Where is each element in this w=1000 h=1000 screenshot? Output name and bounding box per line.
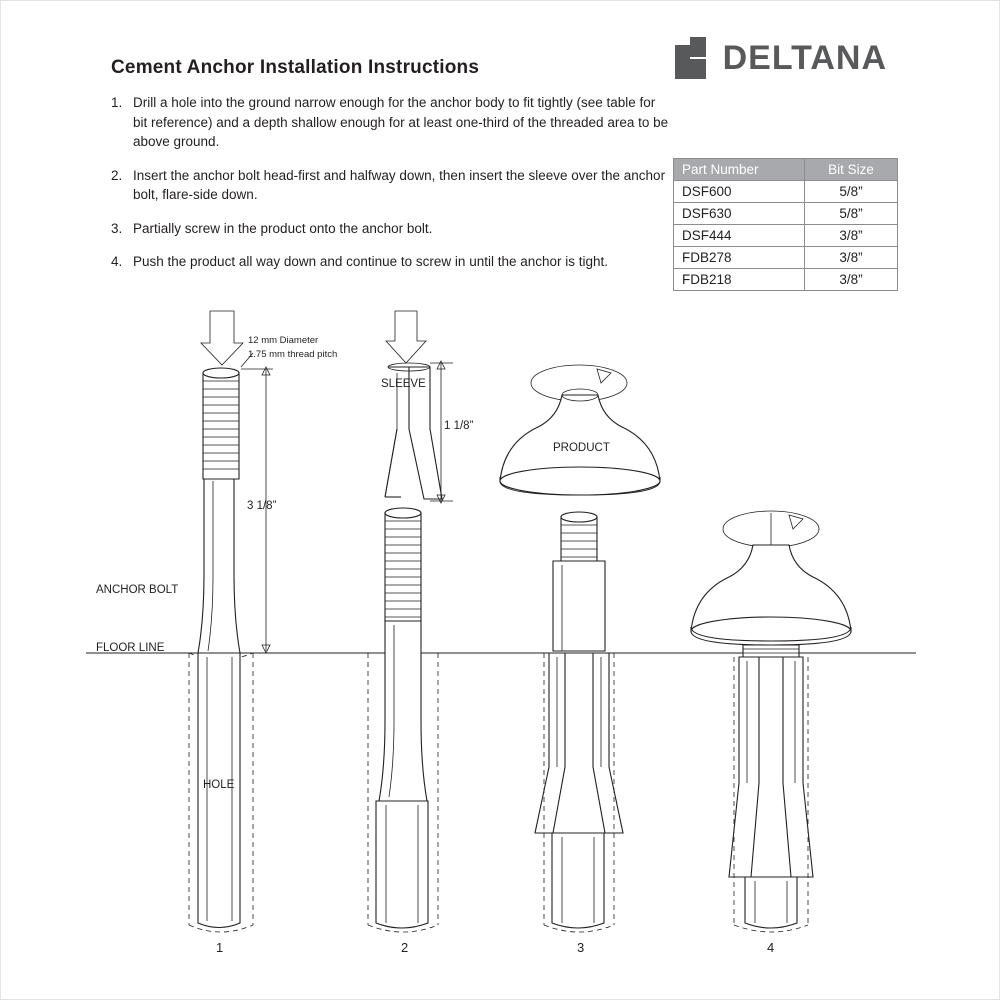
figure-step-4 — [691, 511, 851, 955]
label-anchor-bolt: ANCHOR BOLT — [96, 584, 179, 596]
step-number: 1. — [111, 95, 123, 110]
cell-part-number: DSF444 — [674, 225, 805, 247]
anchor-bolt-lower — [376, 801, 428, 928]
cell-part-number: DSF600 — [674, 181, 805, 203]
step-text: Push the product all way down and continue to screw in until the anchor is tight. — [133, 254, 609, 270]
step-number: 3. — [111, 220, 123, 236]
column-header-part-number: Part Number — [674, 159, 805, 181]
callout-diameter: 12 mm Diameter — [248, 335, 319, 346]
step-text: Insert the anchor bolt head-first and halfway down, then insert the sleeve over the anchor bolt, flare-side down. — [133, 167, 666, 203]
cell-part-number: DSF630 — [674, 203, 805, 225]
figure-step-1 — [96, 311, 337, 955]
cell-part-number: FDB218 — [674, 269, 805, 291]
figure-step-3 — [500, 365, 660, 955]
page-title: Cement Anchor Installation Instructions — [111, 57, 480, 78]
callout-thread-pitch: 1.75 mm thread pitch — [248, 349, 338, 360]
step-number: 4. — [111, 254, 123, 270]
figure-step-2 — [368, 311, 474, 955]
step-text: Partially screw in the product onto the anchor bolt. — [133, 220, 433, 236]
cell-bit-size: 3/8” — [805, 269, 898, 291]
figure-number-4: 4 — [767, 940, 775, 955]
figure-number-3: 3 — [577, 940, 585, 955]
sleeve-installed — [535, 653, 623, 833]
column-header-bit-size: Bit Size — [805, 159, 898, 181]
dimension-label-total-length: 3 1/8” — [247, 500, 277, 512]
cell-bit-size: 3/8” — [805, 247, 898, 269]
cell-bit-size: 5/8” — [805, 203, 898, 225]
insert-arrow-icon — [386, 311, 426, 363]
figure-number-2: 2 — [401, 940, 409, 955]
step-number: 2. — [111, 167, 123, 183]
label-floor-line: FLOOR LINE — [96, 642, 165, 654]
sleeve-collar — [743, 645, 799, 657]
installation-diagram — [1, 1, 1000, 1000]
cell-bit-size: 3/8” — [805, 225, 898, 247]
anchor-bolt-inserted — [379, 508, 427, 801]
anchor-bolt-shank — [198, 477, 240, 653]
sleeve-expanded — [729, 657, 813, 877]
dimension-label-sleeve-length: 1 1/8” — [444, 420, 474, 432]
anchor-bolt-shank — [553, 561, 605, 651]
insert-arrow-icon — [201, 311, 243, 365]
brand-wordmark: DELTANA — [722, 39, 887, 77]
cell-part-number: FDB278 — [674, 247, 805, 269]
anchor-bolt-threads — [561, 512, 597, 561]
label-sleeve: SLEEVE — [381, 378, 426, 390]
anchor-bolt-lower — [552, 833, 604, 928]
label-hole: HOLE — [203, 779, 235, 791]
label-product: PRODUCT — [553, 442, 610, 454]
anchor-bolt-lower — [745, 877, 797, 928]
product-part-seated — [691, 545, 851, 645]
figure-number-1: 1 — [216, 940, 224, 955]
cell-bit-size: 5/8” — [805, 181, 898, 203]
anchor-bolt-threads — [203, 368, 239, 479]
step-text: Drill a hole into the ground narrow enough for the anchor body to fit tightly (see table for bit reference) and a depth shallow enough for at least one-third of the threaded area to be above ground. — [133, 95, 669, 150]
